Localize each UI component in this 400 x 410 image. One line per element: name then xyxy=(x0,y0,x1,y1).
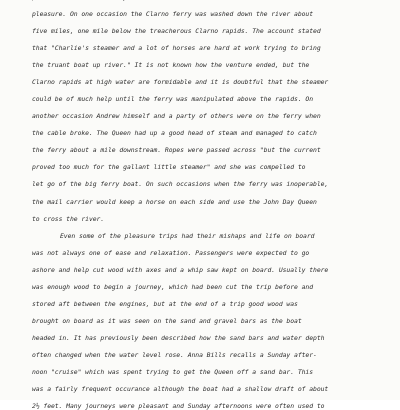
text-line: the cable broke. The Queen had up a good head of steam and managed to catch xyxy=(32,129,317,137)
text-line: was not always one of ease and relaxation. Passengers were expected to go xyxy=(32,249,310,257)
text-line: often changed when the water level rose. Anna Bills recalls a Sunday after- xyxy=(32,351,317,359)
text-line: Even some of the pleasure trips had their mishaps and life on board xyxy=(60,232,315,240)
text-line xyxy=(32,0,302,1)
text-line: let go of the big ferry boat. On such occasions when the ferry was inoperable, xyxy=(32,180,329,188)
text-line: headed in. It has previously been described how the sand bars and water depth xyxy=(32,334,325,342)
text-line: that "Charlie's steamer and a lot of horses are hard at work trying to bring xyxy=(32,44,321,52)
text-line: Clarno rapids at high water are formidable and it is doubtful that the steamer xyxy=(32,78,329,86)
text-line: to cross the river. xyxy=(32,215,105,223)
text-line: the truant boat up river." It is not known how the venture ended, but the xyxy=(32,61,310,69)
text-line: was enough wood to begin a journey, which had been cut the trip before and xyxy=(32,283,314,291)
text-line: five miles, one mile below the treacherous Clarno rapids. The account stated xyxy=(32,27,321,35)
text-line: stored aft between the engines, but at the end of a trip good wood was xyxy=(32,300,298,308)
text-line: the mail carrier would keep a horse on each side and use the John Day Queen xyxy=(32,198,317,206)
text-line: brought on board as it was seen on the sand and gravel bars as the boat xyxy=(32,317,302,325)
text-line: the ferry about a mile downstream. Ropes were passed across "but the current xyxy=(32,146,321,154)
text-line: 2½ feet. Many journeys were pleasant and Sunday afternoons were often used to xyxy=(32,402,325,410)
text-line: noon "cruise" which was spent trying to get the Queen off a sand bar. This xyxy=(32,368,314,376)
text-line: ashore and help cut wood with axes and a whip saw kept on board. Usually there xyxy=(32,266,329,274)
text-line: proved too much for the gallant little steamer" and she was compelled to xyxy=(32,163,306,171)
text-line: was a fairly frequent occurance although the boat had a shallow draft of about xyxy=(32,385,329,393)
text-line: could be of much help until the ferry was manipulated above the rapids. On xyxy=(32,95,314,103)
text-line: another occasion Andrew himself and a party of others were on the ferry when xyxy=(32,112,321,120)
text-line: pleasure. On one occasion the Clarno ferry was washed down the river about xyxy=(32,10,314,18)
